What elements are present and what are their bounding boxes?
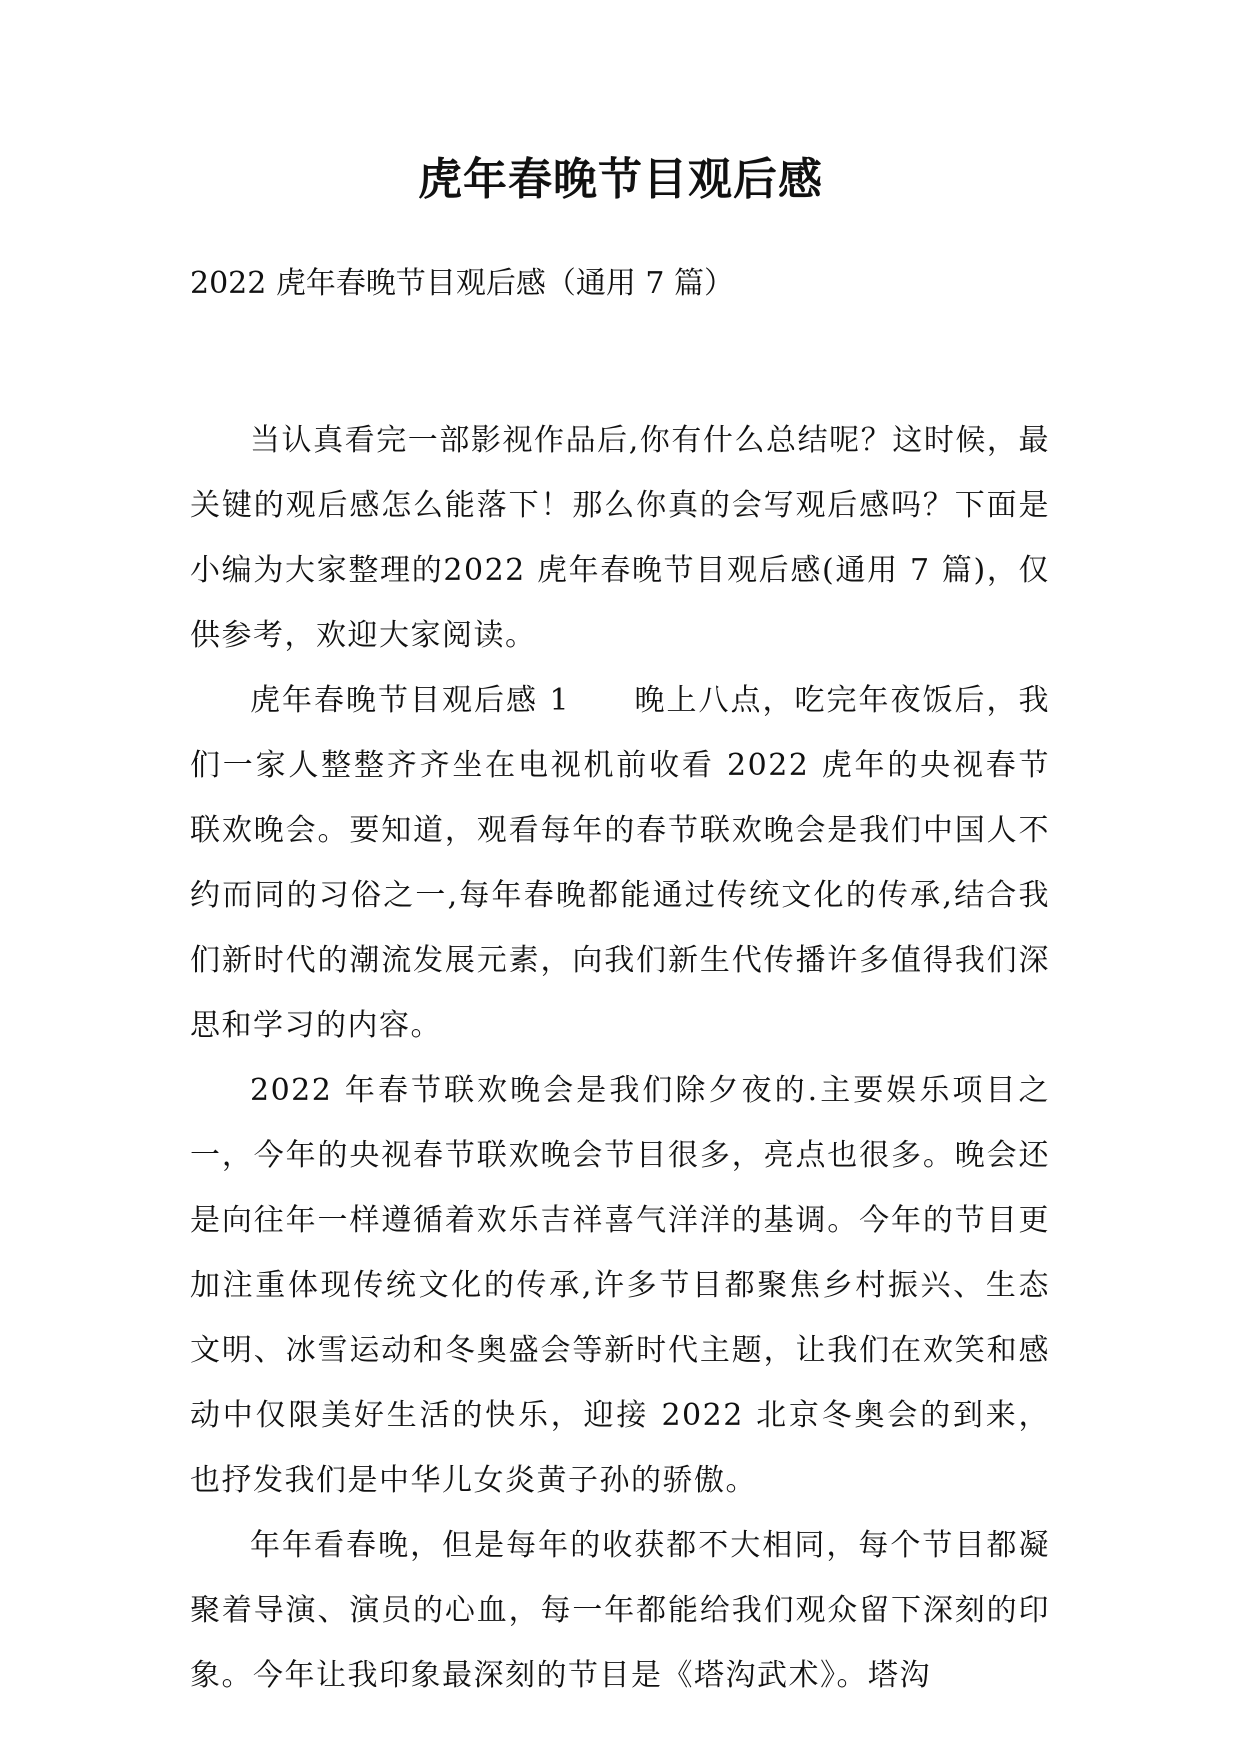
document-title: 虎年春晚节目观后感 <box>418 154 823 205</box>
paragraph-gala-highlights: 2022 年春节联欢晚会是我们除夕夜的.主要娱乐项目之一，今年的央视春节联欢晚会节目很多，亮点也很多。晚会还是向往年一样遵循着欢乐吉祥喜气洋洋的基调。今年的节目更加注重体现传统文化的传承,许多节目都聚焦乡村振兴、生态文明、冰雪运动和冬奥盛会等新时代主题，让我们在欢笑和感动中仅限美好生活的快乐，迎接 2022 北京冬奥会的到来，也抒发我们是中华儿女炎黄子孙的骄傲。 <box>190 1073 1050 1498</box>
paragraph-essay-1: 虎年春晚节目观后感 1 晚上八点，吃完年夜饭后，我们一家人整整齐齐坐在电视机前收看 2022 虎年的央视春节联欢晚会。要知道，观看每年的春节联欢晚会是我们中国人不约而同的习俗之一,每年春晚都能通过传统文化的传承,结合我们新时代的潮流发展元素，向我们新生代传播许多值得我们深思和学习的内容。 <box>190 683 1050 1043</box>
paragraph-intro: 当认真看完一部影视作品后,你有什么总结呢？这时候，最关键的观后感怎么能落下！那么你真的会写观后感吗？下面是小编为大家整理的2022 虎年春晚节目观后感(通用 7 篇)，仅供参考，欢迎大家阅读。 <box>190 423 1050 653</box>
document-body <box>190 408 1050 1708</box>
document-subtitle: 2022 虎年春晚节目观后感（通用 7 篇） <box>190 266 735 301</box>
paragraph-impression: 年年看春晚，但是每年的收获都不大相同，每个节目都凝聚着导演、演员的心血，每一年都能给我们观众留下深刻的印象。今年让我印象最深刻的节目是《塔沟武术》。塔沟 <box>190 1528 1050 1693</box>
